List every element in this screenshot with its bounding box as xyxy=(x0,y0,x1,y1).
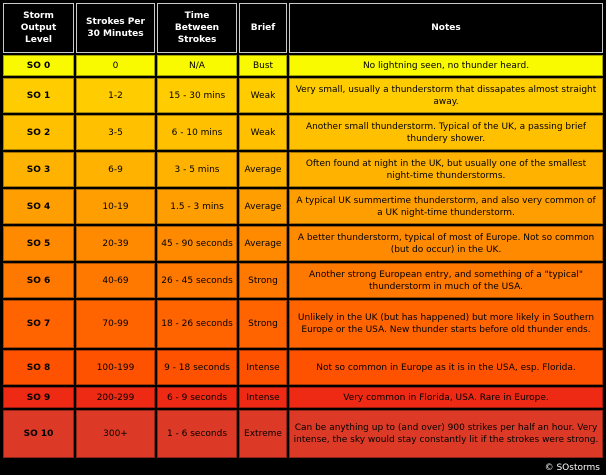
notes-cell: Can be anything up to (and over) 900 strikes per half an hour. Very intense, the sky would stay constantly lit if the strokes were strong. xyxy=(289,410,603,458)
header-level: Storm Output Level xyxy=(3,3,74,53)
strokes-cell: 40-69 xyxy=(76,263,155,298)
notes-cell: A typical UK summertime thunderstorm, and also very common of a UK night-time thunderstorm. xyxy=(289,189,603,224)
strokes-cell: 300+ xyxy=(76,410,155,458)
notes-cell: Unlikely in the UK (but has happened) but more likely in Southern Europe or the USA. New thunder starts before old thunder ends. xyxy=(289,300,603,348)
level-cell: SO 2 xyxy=(3,115,74,150)
notes-cell: Not so common in Europe as it is in the USA, esp. Florida. xyxy=(289,350,603,385)
time-cell: 18 - 26 seconds xyxy=(157,300,237,348)
strokes-cell: 10-19 xyxy=(76,189,155,224)
time-cell: 3 - 5 mins xyxy=(157,152,237,187)
level-cell: SO 1 xyxy=(3,78,74,113)
level-cell: SO 0 xyxy=(3,55,74,76)
time-cell: N/A xyxy=(157,55,237,76)
notes-cell: Another small thunderstorm. Typical of the UK, a passing brief thundery shower. xyxy=(289,115,603,150)
level-cell: SO 5 xyxy=(3,226,74,261)
table-row xyxy=(3,55,603,76)
table-row xyxy=(3,115,603,150)
brief-cell: Intense xyxy=(239,387,287,408)
copyright-credit: © SOstorms xyxy=(544,463,600,473)
brief-cell: Strong xyxy=(239,263,287,298)
strokes-cell: 6-9 xyxy=(76,152,155,187)
time-cell: 6 - 9 seconds xyxy=(157,387,237,408)
header-brief: Brief xyxy=(239,3,287,53)
table-row xyxy=(3,350,603,385)
notes-cell: A better thunderstorm, typical of most of Europe. Not so common (but do occur) in the UK. xyxy=(289,226,603,261)
brief-cell: Extreme xyxy=(239,410,287,458)
notes-cell: Often found at night in the UK, but usually one of the smallest night-time thunderstorms. xyxy=(289,152,603,187)
time-cell: 1 - 6 seconds xyxy=(157,410,237,458)
level-cell: SO 6 xyxy=(3,263,74,298)
header-row xyxy=(3,3,603,53)
strokes-cell: 0 xyxy=(76,55,155,76)
strokes-cell: 70-99 xyxy=(76,300,155,348)
level-cell: SO 7 xyxy=(3,300,74,348)
strokes-cell: 20-39 xyxy=(76,226,155,261)
time-cell: 9 - 18 seconds xyxy=(157,350,237,385)
table-row xyxy=(3,263,603,298)
storm-output-table xyxy=(1,1,605,460)
header-notes: Notes xyxy=(289,3,603,53)
table-row xyxy=(3,152,603,187)
brief-cell: Strong xyxy=(239,300,287,348)
header-time: Time Between Strokes xyxy=(157,3,237,53)
time-cell: 45 - 90 seconds xyxy=(157,226,237,261)
time-cell: 6 - 10 mins xyxy=(157,115,237,150)
level-cell: SO 8 xyxy=(3,350,74,385)
time-cell: 1.5 - 3 mins xyxy=(157,189,237,224)
notes-cell: Very small, usually a thunderstorm that dissapates almost straight away. xyxy=(289,78,603,113)
table-row xyxy=(3,78,603,113)
brief-cell: Weak xyxy=(239,78,287,113)
table-row xyxy=(3,300,603,348)
table-row xyxy=(3,410,603,458)
header-strokes: Strokes Per 30 Minutes xyxy=(76,3,155,53)
strokes-cell: 200-299 xyxy=(76,387,155,408)
level-cell: SO 4 xyxy=(3,189,74,224)
brief-cell: Intense xyxy=(239,350,287,385)
strokes-cell: 100-199 xyxy=(76,350,155,385)
table-row xyxy=(3,387,603,408)
level-cell: SO 9 xyxy=(3,387,74,408)
brief-cell: Average xyxy=(239,152,287,187)
notes-cell: No lightning seen, no thunder heard. xyxy=(289,55,603,76)
brief-cell: Average xyxy=(239,189,287,224)
time-cell: 15 - 30 mins xyxy=(157,78,237,113)
strokes-cell: 3-5 xyxy=(76,115,155,150)
level-cell: SO 10 xyxy=(3,410,74,458)
notes-cell: Very common in Florida, USA. Rare in Europe. xyxy=(289,387,603,408)
notes-cell: Another strong European entry, and something of a "typical" thunderstorm in much of the USA. xyxy=(289,263,603,298)
brief-cell: Weak xyxy=(239,115,287,150)
strokes-cell: 1-2 xyxy=(76,78,155,113)
table-row xyxy=(3,226,603,261)
brief-cell: Bust xyxy=(239,55,287,76)
time-cell: 26 - 45 seconds xyxy=(157,263,237,298)
brief-cell: Average xyxy=(239,226,287,261)
table-row xyxy=(3,189,603,224)
level-cell: SO 3 xyxy=(3,152,74,187)
